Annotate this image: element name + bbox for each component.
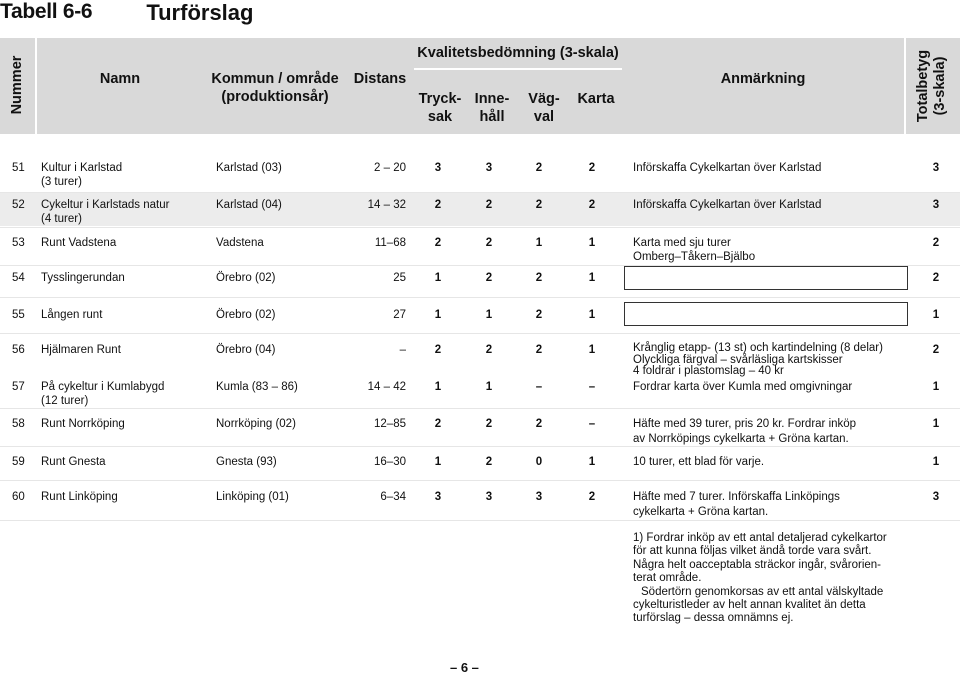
header-trycksak: Tryck- sak — [418, 91, 462, 125]
table-header — [0, 38, 960, 134]
row-number: 51 — [12, 162, 25, 174]
header-innehall: Inne- håll — [474, 91, 510, 125]
row-number: 52 — [12, 199, 25, 211]
title-row — [0, 0, 253, 30]
header-distans: Distans — [353, 71, 407, 87]
row-number: 59 — [12, 456, 25, 468]
row-number: 58 — [12, 418, 25, 430]
table-label: Tabell 6-6 — [0, 0, 93, 23]
header-kommun: Kommun / område (produktionsår) — [211, 71, 339, 105]
page-title: Turförslag — [146, 0, 254, 25]
header-namn: Namn — [99, 71, 141, 87]
header-nummer: Nummer — [9, 55, 25, 115]
row-number: 56 — [12, 344, 25, 356]
header-anmarkning: Anmärkning — [720, 71, 806, 87]
row-number: 57 — [12, 381, 25, 393]
row-number: 54 — [12, 272, 25, 284]
empty-note-box — [624, 266, 908, 290]
header-totalbetyg: Totalbetyg (3-skala) — [915, 49, 948, 123]
header-vagval: Väg- val — [528, 91, 560, 125]
row-number: 60 — [12, 491, 25, 503]
row-number: 53 — [12, 237, 25, 249]
header-karta: Karta — [577, 91, 615, 107]
row-number: 55 — [12, 309, 25, 321]
header-kvalitet: Kvalitetsbedömning (3-skala) — [417, 45, 619, 61]
empty-note-box — [624, 302, 908, 326]
footnote: 1) Fordrar inköp av ett antal detaljerad cykelkartor för att kunna följas vilket ändå torde vara svårt. Några helt oacceptabla sträckor ingår, svårorien- terat område. Södertörn genomkorsas av ett antal välskyltade cykelturistleder av helt annan kvalitet än detta turförslag – dessa omnämns ej. — [633, 532, 887, 625]
page-number: – 6 – — [450, 660, 479, 675]
